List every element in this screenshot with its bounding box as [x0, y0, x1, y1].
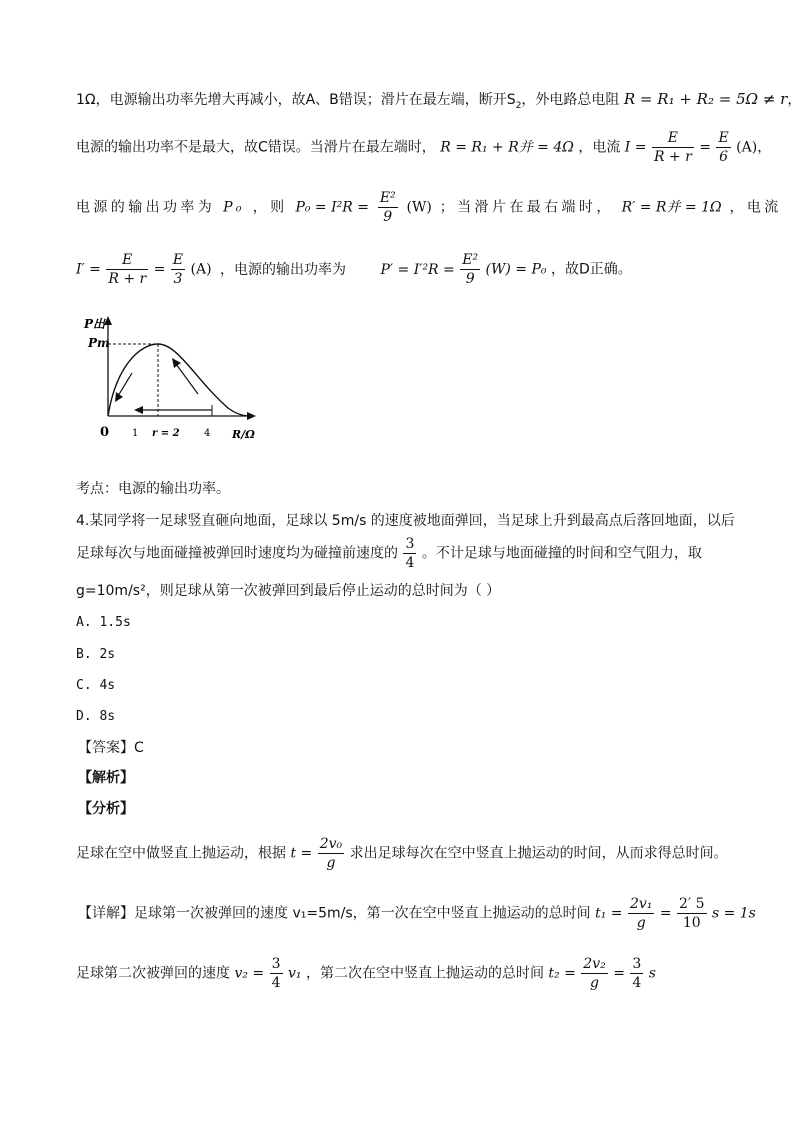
power-prime-right: (W) = P₀ [485, 261, 547, 278]
equals-sign: = [699, 139, 712, 156]
analysis-text: 足球在空中做竖直上抛运动，根据 [76, 845, 286, 862]
formula-left-resistance: R = R₁ + R并 = 4Ω [440, 139, 574, 156]
power-left: P₀ = I²R = [295, 199, 369, 216]
detail-text-2b: ，第二次在空中竖直上抛运动的总时间 [305, 965, 544, 982]
current-fraction-1 [652, 130, 694, 165]
kaodian-line: 考点：电源的输出功率。 [76, 481, 230, 497]
power-resistance-graph [78, 316, 278, 446]
v2-fraction [270, 956, 283, 991]
y-axis-label: P出 [84, 317, 106, 331]
option-b: B. 2s [76, 647, 116, 662]
q4-line-3: g=10m/s²，则足球从第一次被弹回到最后停止运动的总时间为（ ） [76, 583, 501, 599]
detail-line-1 [78, 896, 756, 931]
option-c: C. 4s [76, 678, 116, 693]
power-frac-num: E² [379, 190, 396, 206]
v1-symbol: v₁ [287, 965, 302, 982]
text-line-2 [76, 130, 771, 165]
origin-label: 0 [100, 425, 110, 440]
t1-fraction-1 [628, 896, 654, 931]
t-formula-left: t = [290, 845, 313, 862]
q4-line-2 [76, 536, 702, 571]
pp-frac-den: 9 [465, 271, 475, 287]
line2-comma: ， [757, 139, 772, 156]
t1-f2-den: 10 [682, 915, 701, 931]
t2-f1-den: g [590, 975, 599, 991]
current-prime-left: I′ = [76, 261, 101, 278]
x-axis-label: R/Ω [232, 428, 255, 441]
current-fraction-2 [716, 130, 730, 165]
text-line-1 [76, 90, 801, 115]
analysis-text-b: 求出足球每次在空中竖直上抛运动的时间，从而求得总时间。 [349, 845, 728, 862]
line1-sub: 2 [515, 100, 522, 111]
right-arrow-head [172, 358, 181, 368]
q4-frac-num: 3 [405, 536, 415, 552]
pm-label: Pm [88, 336, 110, 350]
horizontal-arrow-head [134, 406, 143, 414]
answer-line: 【答案】C [78, 740, 144, 756]
t1-equals: = [659, 905, 672, 922]
formula-total-resistance: R = R₁ + R₂ = 5Ω ≠ r [623, 90, 788, 108]
cp-frac-den: R + r [108, 271, 147, 287]
fenxi-heading: 【分析】 [78, 801, 134, 817]
line3-text-c: ；当滑片在最右端时， [439, 199, 614, 216]
v2-left: v₂ = [234, 965, 265, 982]
line1-text-b: ，外电路总电阻 [521, 92, 620, 108]
analysis-line [76, 836, 728, 871]
t2-f2-den: 4 [632, 975, 642, 991]
unit-ampere: (A) [736, 139, 758, 156]
t2-fraction-1 [581, 956, 607, 991]
t1-f1-num: 2v₁ [629, 896, 653, 912]
power-curve [108, 344, 250, 416]
current-frac-num: E [652, 130, 694, 148]
unit-ampere-2: (A) [190, 261, 212, 278]
unit-watt: (W) [406, 199, 432, 216]
q4-line2-text: 足球每次与地面碰撞被弹回时速度均为碰撞前速度的 [76, 545, 398, 562]
q4-line2-text-b: 。不计足球与地面碰撞的时间和空气阻力，取 [421, 545, 702, 562]
t2-left: t₂ = [548, 965, 576, 982]
current-prime-fraction [106, 252, 148, 287]
y-axis-arrow [104, 316, 112, 325]
t-frac-den: g [326, 855, 336, 871]
e-frac-num: E [718, 130, 729, 146]
p0-symbol: P₀ [223, 199, 245, 216]
text-line-3 [76, 190, 782, 225]
line2-text-b: ，电流 [578, 139, 621, 156]
tick-r-label: r = 2 [152, 428, 180, 439]
line4-text: ，电源的输出功率为 [220, 261, 347, 278]
t-fraction [318, 836, 344, 871]
v2-frac-den: 4 [271, 975, 281, 991]
cp-frac-num: E [106, 252, 148, 270]
pp-frac-num: E² [462, 252, 479, 268]
t2-f2-num: 3 [632, 956, 642, 972]
jiexi-heading: 【解析】 [78, 770, 134, 786]
t1-f1-den: g [636, 915, 646, 931]
e3-fraction [171, 252, 185, 287]
line3-text: 电源的输出功率为 [76, 199, 216, 216]
line1-text: 1Ω，电源输出功率先增大再减小，故A、B错误；滑片在最左端，断开S [76, 92, 516, 108]
t-frac-num: 2v₀ [319, 836, 343, 852]
t1-result: s = 1s [711, 905, 756, 922]
line3-text-b: ，则 [252, 199, 288, 216]
power-prime-fraction [460, 252, 480, 287]
v2-frac-num: 3 [271, 956, 281, 972]
line3-text-d: ，电流 [729, 199, 782, 216]
q4-line-1: 4.某同学将一足球竖直砸向地面，足球以 5m/s 的速度被地面弹回，当足球上升到最高点后落回地面，以后 [76, 513, 735, 529]
option-a: A. 1.5s [76, 615, 131, 630]
e3-den: 3 [173, 271, 183, 287]
e-frac-den: 6 [719, 149, 729, 165]
current-frac-den: R + r [653, 149, 692, 165]
right-arrow-line [176, 364, 198, 394]
right-resistance: R′ = R并 = 1Ω [621, 199, 722, 216]
t2-f1-num: 2v₂ [583, 956, 606, 972]
line4-text-b: ，故D正确。 [550, 261, 632, 278]
t2-fraction-2 [630, 956, 643, 991]
tick-4-label: 4 [204, 428, 211, 439]
power-fraction [378, 190, 398, 225]
power-prime-left: P′ = I′²R = [380, 261, 455, 278]
q4-frac-den: 4 [405, 555, 415, 571]
detail-text-2: 足球第二次被弹回的速度 [76, 965, 230, 982]
q4-fraction [403, 536, 416, 571]
option-d: D. 8s [76, 709, 116, 724]
t1-left: t₁ = [595, 905, 623, 922]
t2-unit: s [648, 965, 656, 982]
detail-line-2 [76, 956, 656, 991]
t1-fraction-2 [677, 896, 706, 931]
t2-equals: = [613, 965, 625, 982]
text-line-4 [76, 252, 632, 287]
line2-text: 电源的输出功率不是最大，故C错误。当滑片在最左端时， [76, 139, 436, 156]
equals-sign-2: = [153, 261, 166, 278]
power-frac-den: 9 [383, 209, 393, 225]
e3-num: E [172, 252, 184, 268]
t1-f2-num: 2′ 5 [679, 896, 705, 912]
current-left: I = [624, 139, 647, 156]
tick-1-label: 1 [132, 428, 139, 439]
detail-text-1: 【详解】足球第一次被弹回的速度 v₁=5m/s，第一次在空中竖直上抛运动的总时间 [78, 905, 591, 922]
line1-comma: ， [787, 92, 801, 108]
